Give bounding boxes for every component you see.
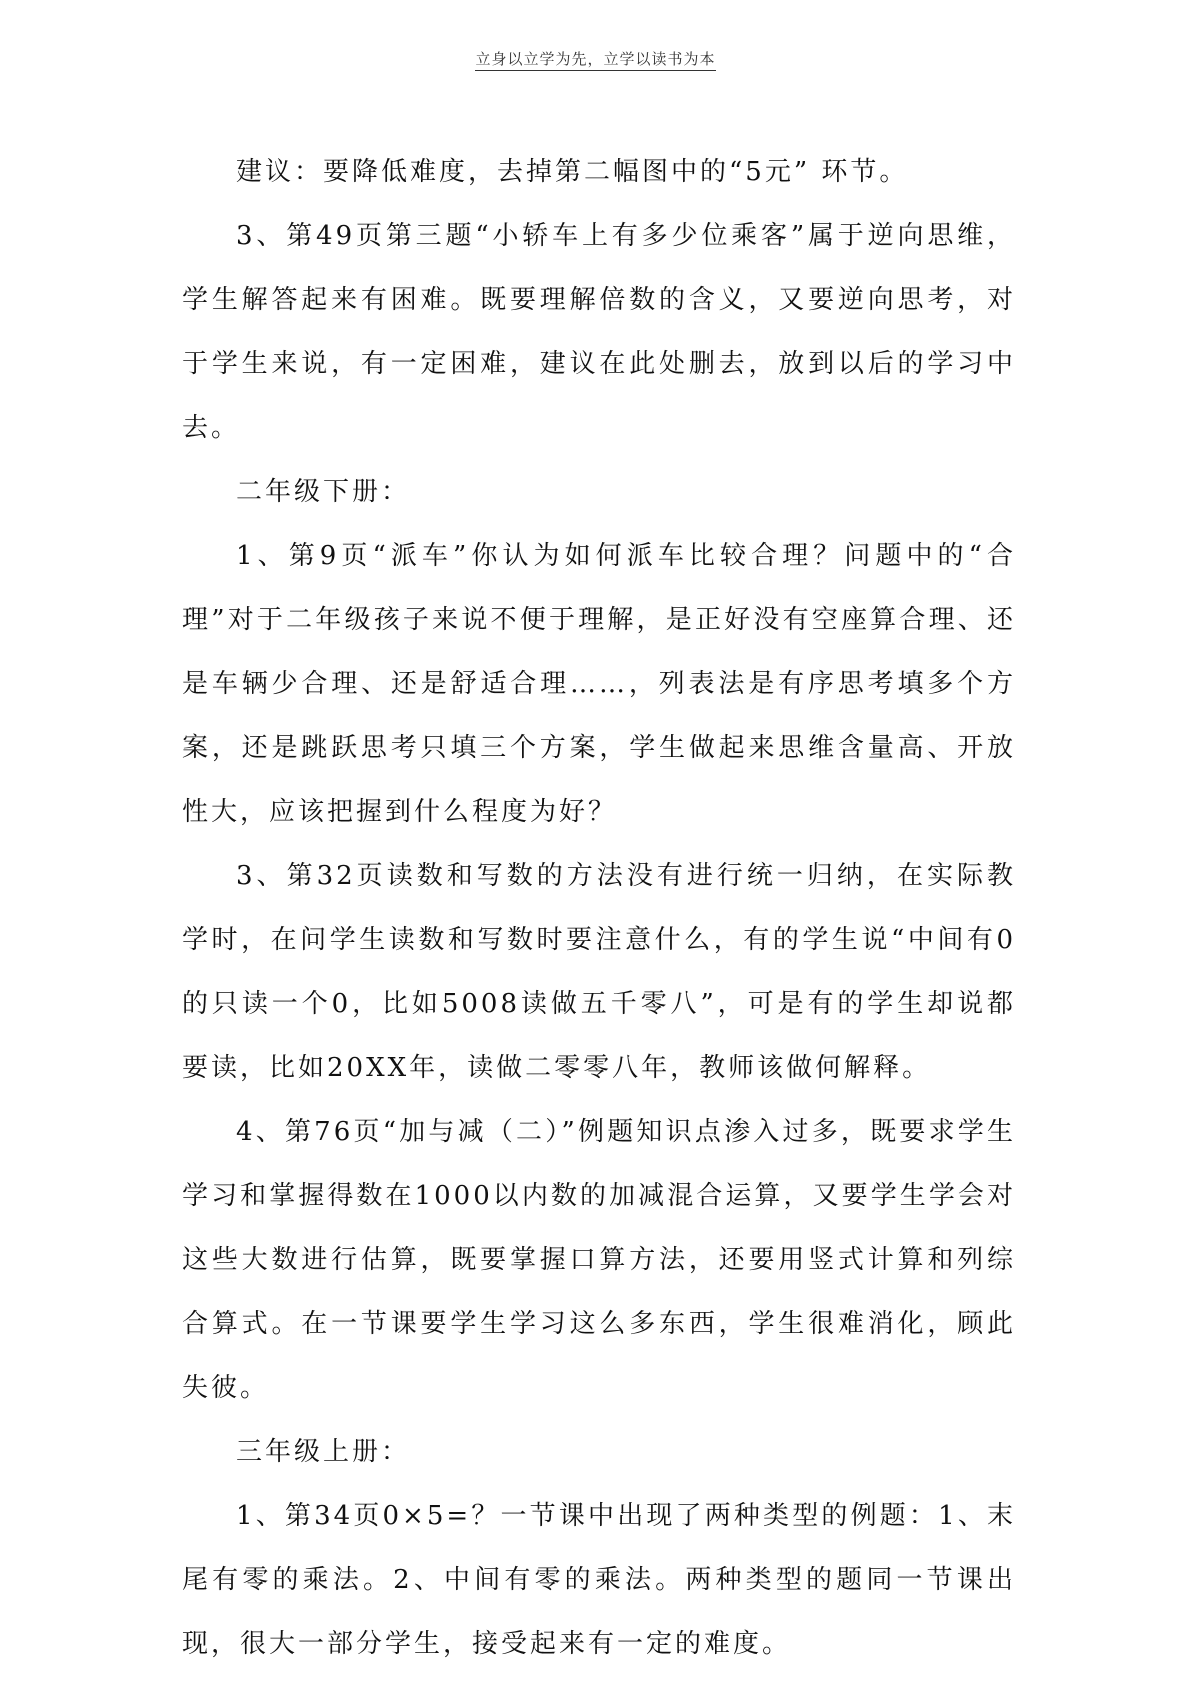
- section-heading-grade3-vol1: 三年级上册：: [236, 1437, 411, 1467]
- paragraph-item-page9: 1、第9页“派车”你认为如何派车比较合理？问题中的“合理”对于二年级孩子来说不便于理解，是正好没有空座算合理、还是车辆少合理、还是舒适合理……，列表法是有序思考填多个方案，还是跳跃思考只填三个方案，学生做起来思维含量高、开放性大，应该把握到什么程度为好？: [182, 541, 1016, 827]
- section-heading-grade2-vol2: 二年级下册：: [236, 477, 411, 507]
- paragraph-item-page32: 3、第32页读数和写数的方法没有进行统一归纳，在实际教学时，在问学生读数和写数时要注意什么，有的学生说“中间有0的只读一个0，比如5008读做五千零八”，可是有的学生却说都要读，比如20XX年，读做二零零八年，教师该做何解释。: [182, 861, 1016, 1083]
- paragraph-item-page34: 1、第34页0×5=？一节课中出现了两种类型的例题：1、末尾有零的乘法。2、中间有零的乘法。两种类型的题同一节课出现，很大一部分学生，接受起来有一定的难度。: [182, 1501, 1016, 1659]
- document-body: [182, 140, 1016, 1676]
- paragraph-suggestion: 建议：要降低难度，去掉第二幅图中的“5元” 环节。: [236, 157, 909, 187]
- header-motto: 立身以立学为先，立学以读书为本: [475, 50, 715, 71]
- page-header: [0, 48, 1191, 69]
- paragraph-item-page49: 3、第49页第三题“小轿车上有多少位乘客”属于逆向思维，学生解答起来有困难。既要理解倍数的含义，又要逆向思考，对于学生来说，有一定困难，建议在此处删去，放到以后的学习中去。: [182, 221, 1016, 443]
- paragraph-item-page76: 4、第76页“加与减（二）”例题知识点渗入过多，既要求学生学习和掌握得数在1000以内数的加减混合运算，又要学生学会对这些大数进行估算，既要掌握口算方法，还要用竖式计算和列综合算式。在一节课要学生学习这么多东西，学生很难消化，顾此失彼。: [182, 1117, 1016, 1403]
